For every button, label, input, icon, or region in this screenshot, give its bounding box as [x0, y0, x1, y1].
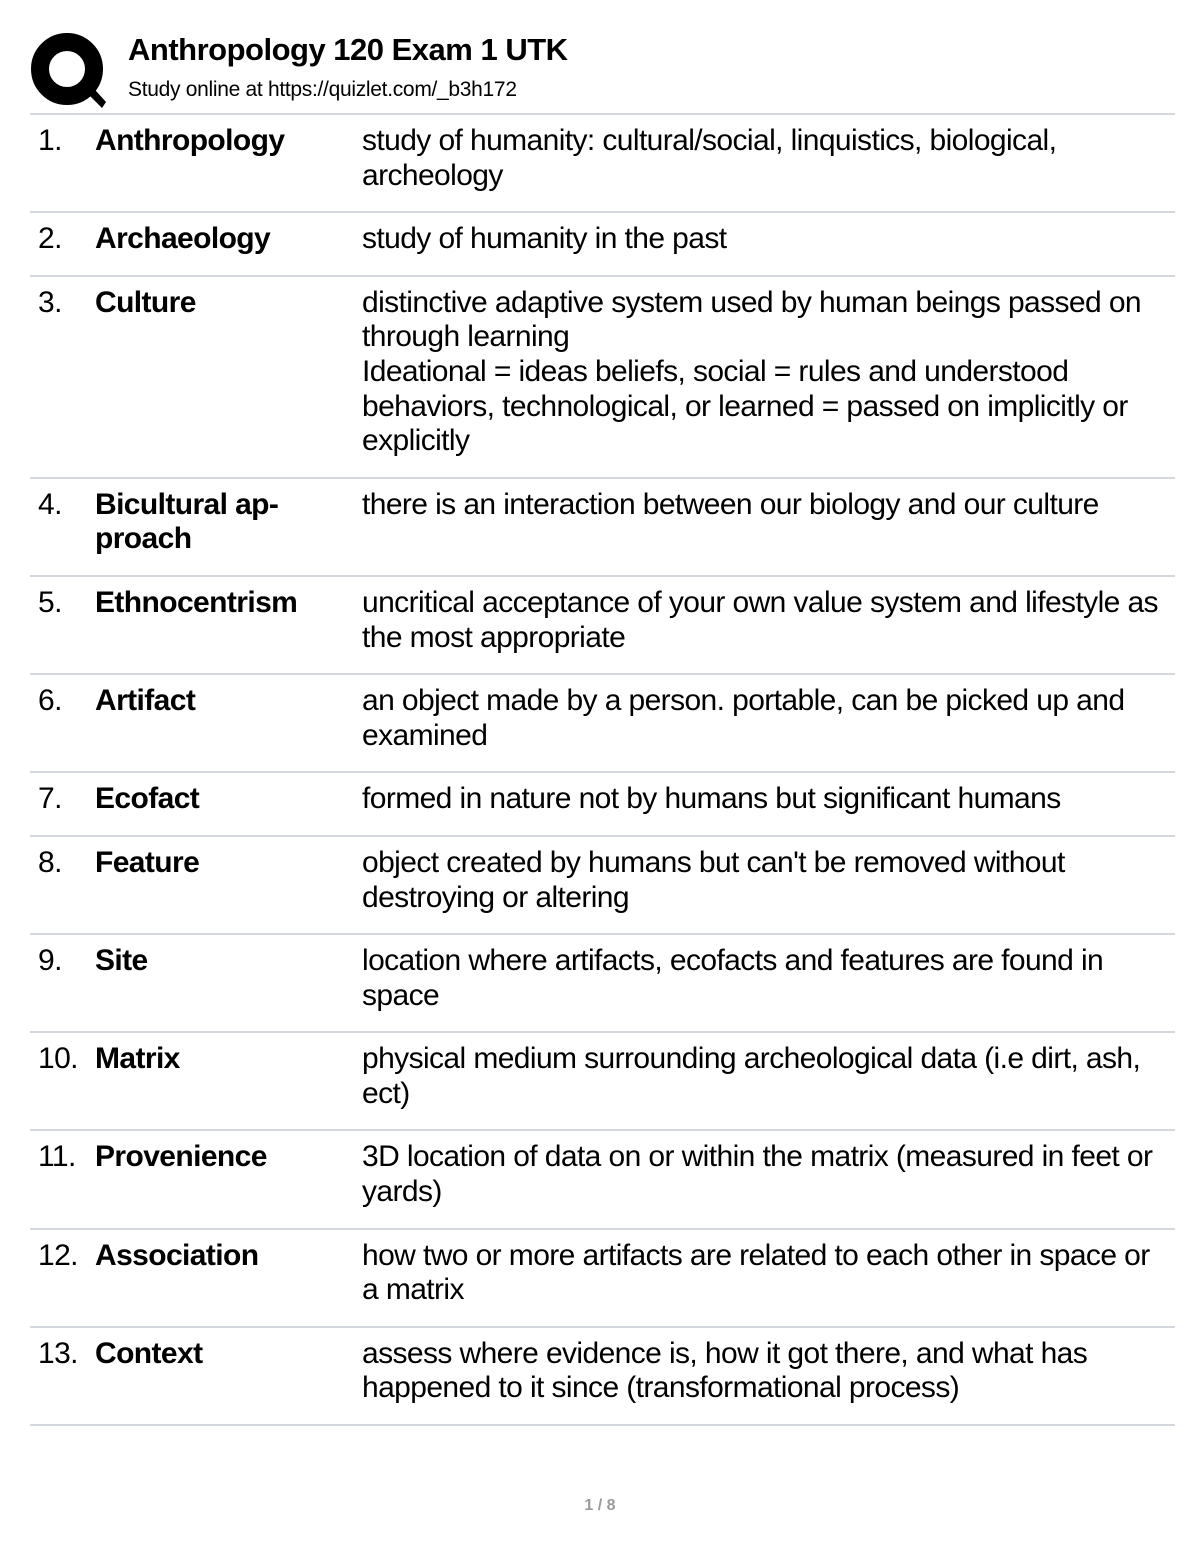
- page-title: Anthropology 120 Exam 1 UTK: [128, 32, 568, 67]
- term-number: 4.: [38, 487, 62, 521]
- term-definition: object created by humans but can't be removed without destroying or altering: [362, 845, 1065, 914]
- term-definition: study of humanity in the past: [362, 222, 727, 256]
- term-row: [30, 675, 1175, 773]
- term-number: 6.: [38, 684, 62, 718]
- term-word: Site: [95, 944, 148, 978]
- term-row: [30, 479, 1175, 577]
- term-number: 11.: [38, 1140, 76, 1174]
- term-number: 8.: [38, 845, 62, 879]
- term-row: [30, 837, 1175, 935]
- term-number: 2.: [38, 222, 62, 256]
- term-definition: an object made by a person. portable, can be picked up and examined: [362, 684, 1125, 752]
- term-definition: study of humanity: cultural/social, linquistics, biological, archeology: [362, 124, 1057, 192]
- term-list: [30, 115, 1175, 1426]
- term-definition: there is an interaction between our biology and our culture: [362, 487, 1099, 521]
- term-definition: physical medium surrounding archeological data (i.e dirt, ash, ect): [362, 1042, 1141, 1110]
- term-row: [30, 115, 1175, 213]
- term-definition: 3D location of data on or within the matrix (measured in feet or yards): [362, 1140, 1153, 1209]
- term-word: Archaeology: [95, 222, 271, 256]
- term-definition: assess where evidence is, how it got there, and what has happened to it since (transformational process): [362, 1336, 1088, 1405]
- term-word: Anthropology: [95, 124, 285, 157]
- term-word: Ethnocentrism: [95, 585, 298, 619]
- term-row: [30, 1230, 1175, 1328]
- term-row: [30, 1131, 1175, 1229]
- term-row: [30, 213, 1175, 277]
- term-word: Association: [95, 1238, 259, 1272]
- term-definition: formed in nature not by humans but significant humans: [362, 782, 1061, 816]
- term-row: [30, 773, 1175, 837]
- term-word: Artifact: [95, 684, 196, 718]
- page-number: 1 / 8: [584, 1497, 616, 1514]
- term-number: 3.: [38, 285, 62, 319]
- term-row: [30, 577, 1175, 675]
- term-number: 13.: [38, 1336, 78, 1370]
- term-number: 5.: [38, 585, 62, 619]
- term-number: 1.: [38, 124, 62, 157]
- term-row: [30, 1328, 1175, 1426]
- term-word: Culture: [95, 285, 196, 319]
- term-word: Ecofact: [95, 782, 200, 816]
- page-subtitle: Study online at https://quizlet.com/_b3h172: [128, 78, 517, 101]
- term-definition: distinctive adaptive system used by human beings passed on through learning Ideational = ideas beliefs, social = rules and understood behaviors, technological, or learned = passed on implicitly or explicitly: [362, 285, 1142, 458]
- term-row: [30, 1033, 1175, 1131]
- term-number: 7.: [38, 782, 62, 816]
- term-number: 9.: [38, 944, 62, 978]
- term-row: [30, 277, 1175, 479]
- quizlet-q-logo-icon: [30, 32, 108, 110]
- term-definition: how two or more artifacts are related to each other in space or a matrix: [362, 1238, 1150, 1307]
- term-word: Matrix: [95, 1042, 180, 1076]
- term-word: Bicultural ap- proach: [95, 487, 279, 556]
- term-word: Context: [95, 1336, 203, 1370]
- term-number: 10.: [38, 1042, 78, 1076]
- term-definition: uncritical acceptance of your own value system and lifestyle as the most appropriate: [362, 585, 1158, 654]
- term-word: Feature: [95, 845, 200, 879]
- term-number: 12.: [38, 1238, 78, 1272]
- term-row: [30, 935, 1175, 1033]
- term-definition: location where artifacts, ecofacts and features are found in space: [362, 944, 1104, 1012]
- term-word: Provenience: [95, 1140, 267, 1174]
- page-header: [30, 28, 1175, 112]
